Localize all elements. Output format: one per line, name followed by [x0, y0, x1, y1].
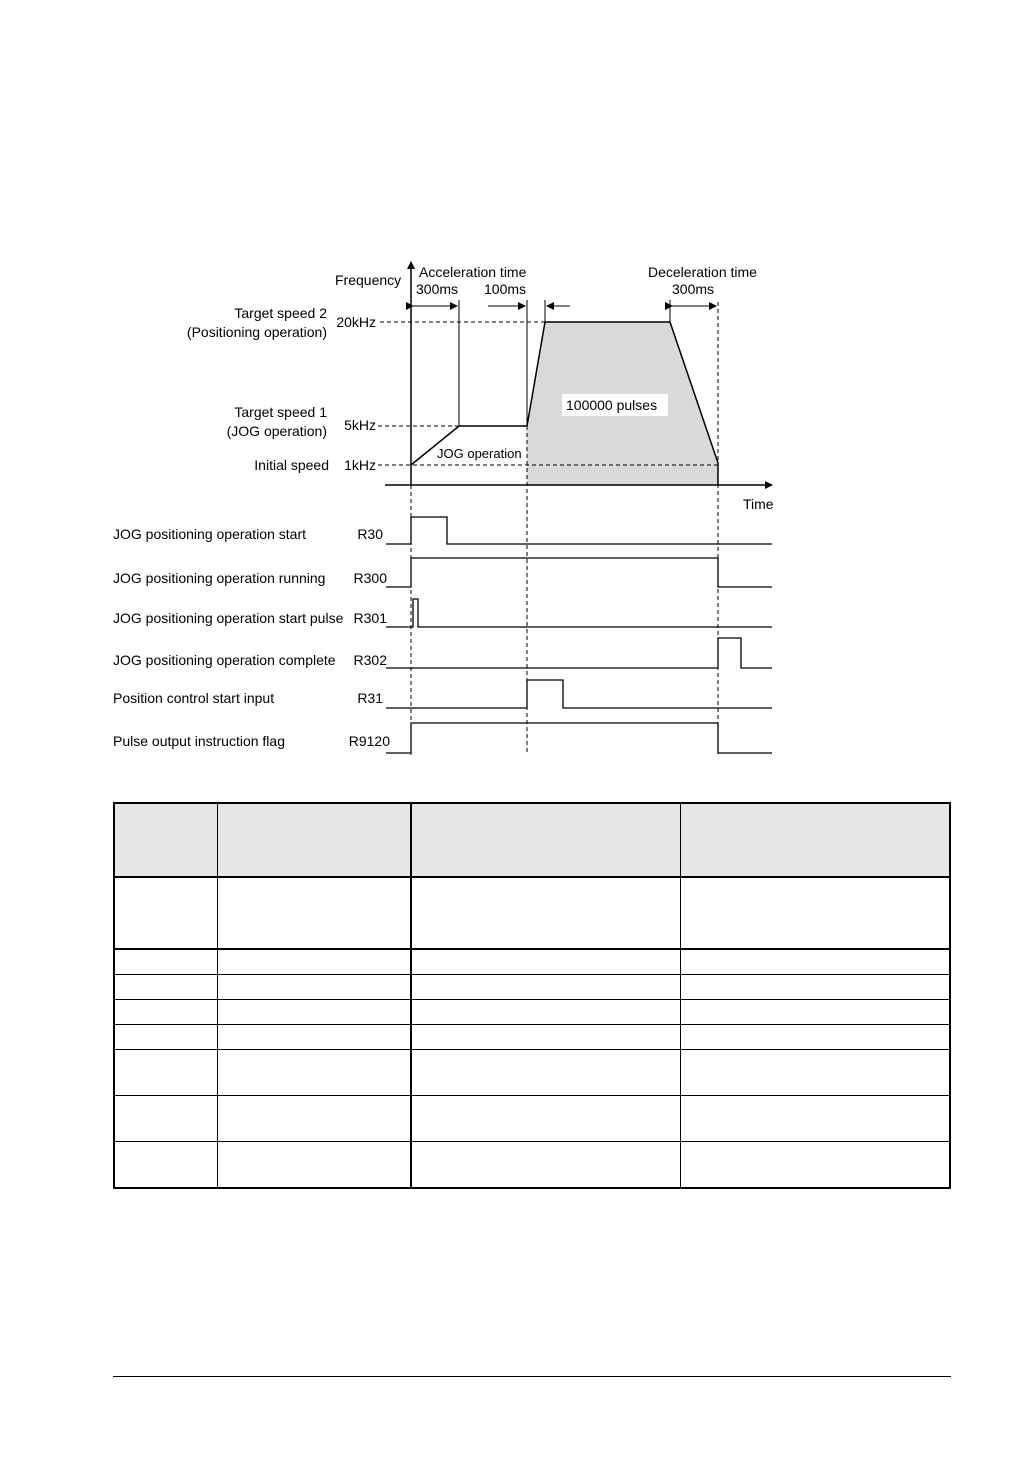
signal-address: R302 [353, 652, 387, 668]
signal-address: R31 [357, 690, 383, 706]
table-header-row [114, 803, 950, 877]
header-cell [411, 803, 681, 877]
tick-5khz: 5kHz [344, 417, 376, 433]
header-cell [681, 803, 951, 877]
target1-sublabel: (JOG operation) [226, 423, 327, 439]
gap-100ms-label: 100ms [484, 281, 527, 297]
table-row [114, 1025, 950, 1050]
signal-address: R300 [353, 570, 387, 586]
tick-20khz: 20kHz [336, 314, 376, 330]
table-row [114, 949, 950, 975]
signal-name: JOG positioning operation complete [113, 652, 336, 668]
waveform-r9120 [386, 723, 772, 753]
waveform-r31 [386, 680, 772, 708]
signal-name: JOG positioning operation start [113, 526, 306, 542]
signal-name: Position control start input [113, 690, 275, 706]
table-row [114, 1096, 950, 1142]
parameter-table [113, 802, 951, 1189]
waveform-r300 [386, 558, 772, 587]
y-axis-label: Frequency [335, 272, 402, 288]
pulses-label: 100000 pulses [566, 397, 658, 413]
decel-time-label: Deceleration time [648, 264, 757, 280]
table-row [114, 1000, 950, 1025]
decel-300ms-label: 300ms [672, 281, 715, 297]
header-cell [218, 803, 412, 877]
table-row [114, 1142, 950, 1189]
target1-label: Target speed 1 [234, 404, 327, 420]
accel-time-label: Acceleration time [419, 264, 527, 280]
target2-sublabel: (Positioning operation) [186, 324, 327, 340]
signal-address: R9120 [348, 733, 390, 749]
signal-address: R30 [357, 526, 383, 542]
jog-operation-label: JOG operation [437, 446, 522, 461]
target2-label: Target speed 2 [234, 305, 327, 321]
footer-rule [113, 1376, 951, 1377]
header-cell [114, 803, 218, 877]
tick-1khz: 1kHz [344, 457, 376, 473]
waveform-r30 [386, 517, 772, 544]
table-row [114, 1050, 950, 1096]
signal-name: Pulse output instruction flag [113, 733, 285, 749]
signal-name: JOG positioning operation running [113, 570, 326, 586]
x-axis-label: Time [743, 496, 774, 512]
signal-name: JOG positioning operation start pulse [113, 610, 344, 626]
signal-address: R301 [353, 610, 387, 626]
waveform-r302 [386, 638, 772, 668]
accel-300ms-label: 300ms [416, 281, 459, 297]
initial-speed-label: Initial speed [254, 457, 329, 473]
table-row [114, 877, 950, 949]
waveform-r301 [386, 599, 772, 627]
table-row [114, 975, 950, 1000]
